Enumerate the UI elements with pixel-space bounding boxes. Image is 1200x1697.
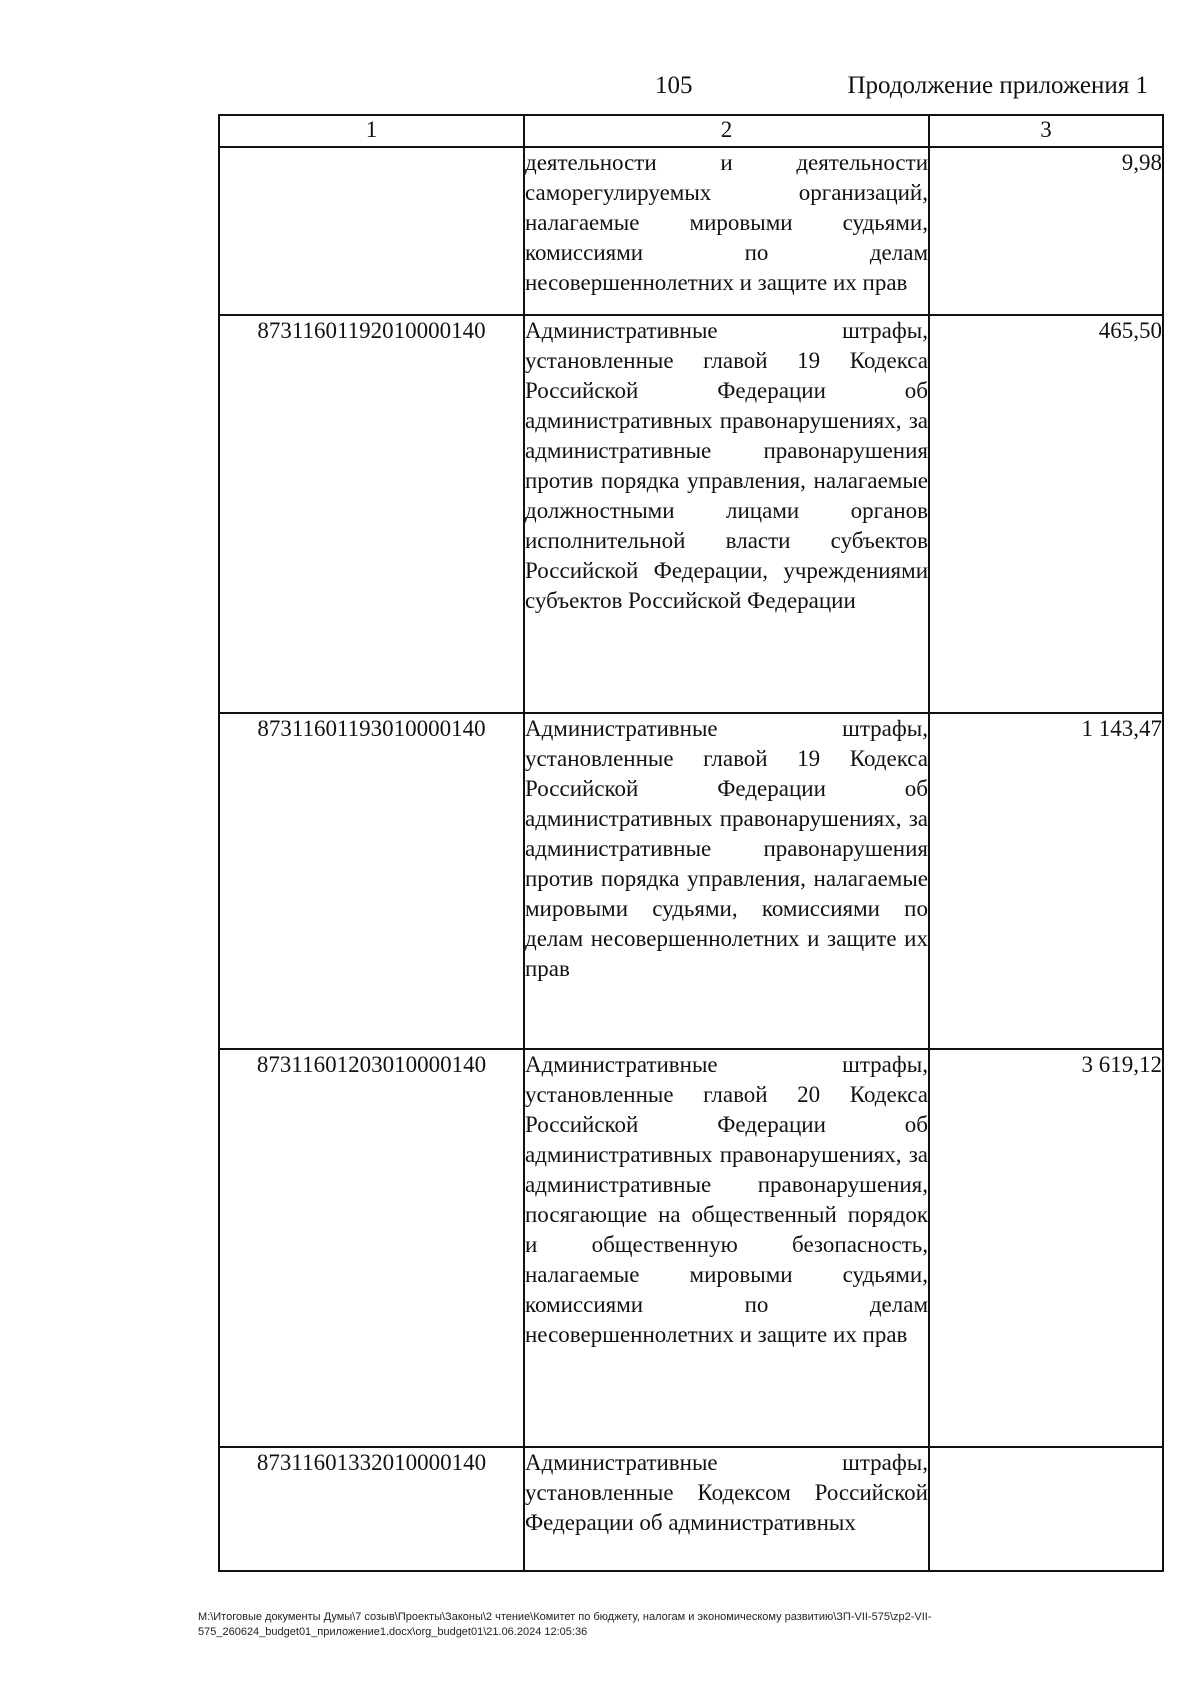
column-number-2: 2 — [524, 115, 929, 147]
income-description — [524, 1447, 929, 1571]
continuation-label: Продолжение приложения 1 — [847, 72, 1148, 99]
income-amount: 3 619,12 — [929, 1049, 1163, 1447]
income-description — [524, 315, 929, 713]
page-header — [0, 72, 1200, 106]
income-code — [219, 147, 524, 315]
income-code: 87311601203010000140 — [219, 1049, 524, 1447]
table-row — [219, 1049, 1163, 1447]
budget-table — [218, 114, 1164, 1572]
income-amount: 9,98 — [929, 147, 1163, 315]
description-text: деятельности и деятельности саморегулируемых организаций, налагаемые мировыми судьями, комиссиями по делам несовершеннолетних и защите их прав — [525, 150, 928, 295]
income-description — [524, 713, 929, 1049]
column-number-3: 3 — [929, 115, 1163, 147]
income-amount: 465,50 — [929, 315, 1163, 713]
description-text: Административные штрафы, установленные главой 19 Кодекса Российской Федерации об административных правонарушениях, за административные правонарушения против порядка управления, налагаемые должностными лицами органов исполнительной власти субъектов Российской Федерации, учреждениями субъектов Российской Федерации — [525, 318, 928, 613]
income-description — [524, 1049, 929, 1447]
table-row — [219, 147, 1163, 315]
column-number-1: 1 — [219, 115, 524, 147]
description-text: Административные штрафы, установленные Кодексом Российской Федерации об административных — [525, 1450, 928, 1535]
income-amount — [929, 1447, 1163, 1571]
income-code: 87311601193010000140 — [219, 713, 524, 1049]
description-text: Административные штрафы, установленные главой 19 Кодекса Российской Федерации об административных правонарушениях, за административные правонарушения против порядка управления, налагаемые мировыми судьями, комиссиями по делам несовершеннолетних и защите их прав — [525, 716, 928, 981]
page-number: 105 — [655, 72, 693, 99]
income-amount: 1 143,47 — [929, 713, 1163, 1049]
table-row — [219, 713, 1163, 1049]
description-text: Административные штрафы, установленные главой 20 Кодекса Российской Федерации об административных правонарушениях, за административные правонарушения, посягающие на общественный порядок и общественную безопасность, налагаемые мировыми судьями, комиссиями по делам несовершеннолетних и защите их прав — [525, 1052, 928, 1347]
income-description — [524, 147, 929, 315]
income-code: 87311601332010000140 — [219, 1447, 524, 1571]
table-row — [219, 315, 1163, 713]
income-code: 87311601192010000140 — [219, 315, 524, 713]
table-row — [219, 1447, 1163, 1571]
file-path-footer: M:\Итоговые документы Думы\7 созыв\Проекты\Законы\2 чтение\Комитет по бюджету, налогам и экономическому развитию\ЗП-VII-575\zp2-VII-575_260624_budget01_приложение1.docx\org_budget01\21.06.2024 12:05:36 — [198, 1611, 932, 1638]
column-number-row — [219, 115, 1163, 147]
